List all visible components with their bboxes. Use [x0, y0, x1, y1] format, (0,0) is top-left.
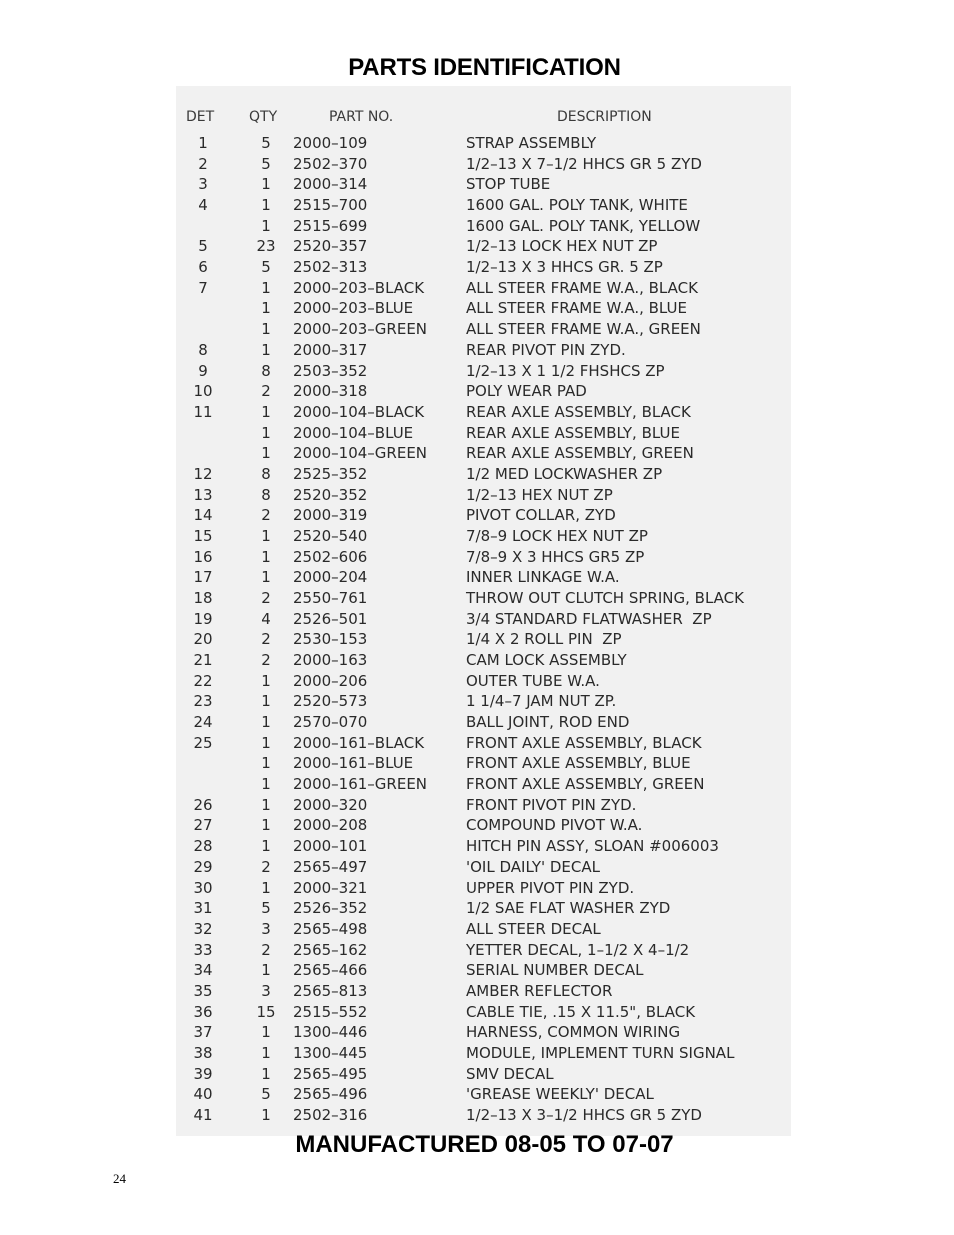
cell-description: SERIAL NUMBER DECAL [466, 961, 644, 980]
cell-det: 35 [193, 981, 213, 1000]
cell-part-no: 2000–161–BLUE [293, 754, 414, 773]
cell-part-no: 2000–206 [293, 671, 368, 690]
cell-det: 27 [193, 816, 213, 835]
cell-part-no: 2565–162 [293, 940, 368, 959]
cell-qty: 1 [261, 1043, 271, 1062]
cell-description: REAR PIVOT PIN ZYD. [466, 340, 626, 359]
table-row [176, 960, 791, 980]
table-row [176, 257, 791, 277]
table-row [176, 381, 791, 401]
table-row [176, 815, 791, 835]
cell-part-no: 2000–163 [293, 651, 368, 669]
cell-description: 1/2–13 HEX NUT ZP [466, 485, 613, 504]
cell-det: 18 [193, 589, 213, 607]
cell-description: COMPOUND PIVOT W.A. [466, 816, 643, 835]
cell-qty: 1 [261, 733, 271, 752]
cell-det: 12 [193, 464, 213, 483]
cell-qty: 1 [261, 423, 271, 442]
cell-part-no: 2565–496 [293, 1085, 368, 1104]
cell-det: 9 [198, 361, 208, 380]
cell-description: THROW OUT CLUTCH SPRING, BLACK [466, 589, 744, 607]
cell-det: 14 [193, 506, 213, 525]
cell-det: 3 [198, 175, 208, 194]
cell-qty: 1 [261, 340, 271, 359]
cell-qty: 5 [261, 899, 271, 918]
cell-qty: 2 [261, 506, 271, 525]
cell-part-no: 2520–573 [293, 692, 368, 711]
table-row [176, 857, 791, 877]
cell-qty: 1 [261, 795, 271, 814]
page-title: PARTS IDENTIFICATION [348, 54, 621, 81]
cell-description: UPPER PIVOT PIN ZYD. [466, 878, 635, 897]
cell-description: 1/2–13 X 7–1/2 HHCS GR 5 ZYD [466, 154, 702, 173]
cell-det: 6 [198, 258, 208, 277]
cell-qty: 5 [261, 1085, 271, 1104]
cell-det: 15 [193, 526, 213, 545]
cell-part-no: 2000–203–BLACK [293, 278, 425, 297]
cell-part-no: 2000–109 [293, 134, 368, 152]
cell-part-no: 2515–700 [293, 196, 368, 214]
cell-description: STOP TUBE [466, 175, 551, 194]
cell-qty: 1 [261, 196, 271, 214]
cell-det: 34 [193, 961, 213, 980]
cell-part-no: 2503–352 [293, 361, 368, 380]
cell-qty: 1 [261, 320, 271, 339]
cell-part-no: 2000–161–BLACK [293, 733, 425, 752]
cell-det: 21 [193, 651, 213, 669]
cell-det: 41 [193, 1106, 213, 1124]
cell-description: CABLE TIE, .15 X 11.5", BLACK [466, 1002, 696, 1021]
table-row [176, 216, 791, 236]
cell-qty: 1 [261, 568, 271, 587]
cell-part-no: 2000–318 [293, 382, 368, 401]
cell-det: 8 [198, 340, 208, 359]
cell-description: 1/2 MED LOCKWASHER ZP [466, 464, 663, 483]
cell-part-no: 2502–370 [293, 154, 368, 173]
cell-qty: 1 [261, 878, 271, 897]
cell-part-no: 2520–352 [293, 485, 368, 504]
cell-description: HITCH PIN ASSY, SLOAN #006003 [466, 837, 719, 856]
cell-det: 23 [193, 692, 213, 711]
cell-det: 29 [193, 857, 213, 876]
cell-det: 33 [193, 940, 213, 959]
cell-part-no: 2502–313 [293, 258, 368, 277]
cell-det: 19 [193, 609, 213, 628]
table-row [176, 423, 791, 443]
table-row [176, 1105, 791, 1125]
cell-det: 10 [193, 382, 213, 401]
cell-description: ALL STEER FRAME W.A., GREEN [466, 320, 701, 339]
cell-description: 1600 GAL. POLY TANK, WHITE [466, 196, 688, 214]
cell-part-no: 2515–699 [293, 216, 368, 235]
cell-det: 16 [193, 547, 213, 566]
cell-qty: 2 [261, 589, 271, 607]
cell-qty: 23 [256, 237, 276, 256]
cell-qty: 1 [261, 299, 271, 318]
table-row [176, 402, 791, 422]
cell-description: 'OIL DAILY' DECAL [466, 857, 600, 876]
cell-det: 40 [193, 1085, 213, 1104]
cell-description: 3/4 STANDARD FLATWASHER ZP [466, 609, 712, 628]
table-row [176, 795, 791, 815]
cell-qty: 1 [261, 837, 271, 856]
cell-part-no: 2000–204 [293, 568, 368, 587]
cell-description: STRAP ASSEMBLY [466, 134, 597, 152]
cell-qty: 8 [261, 361, 271, 380]
cell-description: 1/2–13 X 1 1/2 FHSHCS ZP [466, 361, 665, 380]
cell-det: 11 [193, 402, 213, 421]
table-row [176, 588, 791, 608]
cell-qty: 1 [261, 547, 271, 566]
cell-det: 22 [193, 671, 213, 690]
header-det: DET [186, 109, 215, 125]
cell-part-no: 2000–203–GREEN [293, 320, 428, 339]
cell-qty: 1 [261, 713, 271, 731]
cell-qty: 5 [261, 134, 271, 152]
cell-qty: 4 [261, 609, 271, 628]
cell-description: OUTER TUBE W.A. [466, 671, 600, 690]
cell-description: SMV DECAL [466, 1064, 554, 1083]
table-header [176, 107, 791, 127]
cell-description: 7/8–9 X 3 HHCS GR5 ZP [466, 547, 645, 566]
header-part-no: PART NO. [329, 109, 394, 125]
cell-det: 31 [193, 899, 213, 918]
table-row [176, 154, 791, 174]
cell-description: 'GREASE WEEKLY' DECAL [466, 1085, 654, 1104]
cell-description: 7/8–9 LOCK HEX NUT ZP [466, 526, 648, 545]
cell-qty: 15 [256, 1002, 276, 1021]
cell-qty: 2 [261, 651, 271, 669]
cell-det: 7 [198, 278, 208, 297]
cell-part-no: 2530–153 [293, 630, 368, 649]
cell-det: 20 [193, 630, 213, 649]
table-row [176, 691, 791, 711]
cell-part-no: 2000–319 [293, 506, 368, 525]
cell-qty: 1 [261, 816, 271, 835]
table-row [176, 485, 791, 505]
table-row [176, 712, 791, 732]
table-row [176, 443, 791, 463]
cell-qty: 2 [261, 630, 271, 649]
cell-part-no: 2000–321 [293, 878, 368, 897]
cell-det: 26 [193, 795, 213, 814]
cell-qty: 1 [261, 1023, 271, 1042]
table-row [176, 940, 791, 960]
cell-description: ALL STEER FRAME W.A., BLACK [466, 278, 698, 297]
table-row [176, 133, 791, 153]
cell-det: 13 [193, 485, 213, 504]
cell-part-no: 2000–104–GREEN [293, 444, 428, 463]
cell-part-no: 2565–498 [293, 919, 368, 938]
table-row [176, 278, 791, 298]
table-row [176, 340, 791, 360]
table-row [176, 774, 791, 794]
page-number: 24 [113, 1171, 126, 1186]
cell-part-no: 2000–161–GREEN [293, 775, 428, 794]
header-qty: QTY [249, 109, 278, 125]
cell-det: 39 [193, 1064, 213, 1083]
cell-description: YETTER DECAL, 1–1/2 X 4–1/2 [466, 940, 690, 959]
cell-qty: 5 [261, 258, 271, 277]
cell-det: 1 [198, 134, 208, 152]
cell-part-no: 2520–540 [293, 526, 368, 545]
cell-part-no: 2000–203–BLUE [293, 299, 414, 318]
cell-description: 1/2–13 X 3 HHCS GR. 5 ZP [466, 258, 663, 277]
table-row [176, 547, 791, 567]
cell-qty: 2 [261, 382, 271, 401]
cell-description: REAR AXLE ASSEMBLY, BLUE [466, 423, 680, 442]
cell-part-no: 2000–317 [293, 340, 368, 359]
cell-description: 1/2 SAE FLAT WASHER ZYD [466, 899, 671, 918]
cell-part-no: 1300–446 [293, 1023, 368, 1042]
cell-part-no: 2525–352 [293, 464, 368, 483]
cell-description: POLY WEAR PAD [466, 382, 587, 401]
table-row [176, 1043, 791, 1063]
cell-description: 1/2–13 LOCK HEX NUT ZP [466, 237, 658, 256]
cell-part-no: 2000–101 [293, 837, 368, 856]
cell-qty: 1 [261, 216, 271, 235]
cell-part-no: 2000–208 [293, 816, 368, 835]
table-row [176, 650, 791, 670]
cell-description: FRONT PIVOT PIN ZYD. [466, 795, 637, 814]
table-row [176, 609, 791, 629]
cell-description: 1 1/4–7 JAM NUT ZP. [466, 692, 617, 711]
table-row [176, 836, 791, 856]
table-row [176, 629, 791, 649]
cell-qty: 1 [261, 692, 271, 711]
cell-part-no: 2550–761 [293, 589, 368, 607]
table-row [176, 174, 791, 194]
table-row [176, 919, 791, 939]
cell-part-no: 2000–320 [293, 795, 368, 814]
table-row [176, 464, 791, 484]
cell-qty: 5 [261, 154, 271, 173]
cell-qty: 3 [261, 919, 271, 938]
cell-qty: 1 [261, 775, 271, 794]
table-row [176, 567, 791, 587]
cell-part-no: 2565–495 [293, 1064, 368, 1083]
table-row [176, 1084, 791, 1104]
table-row [176, 878, 791, 898]
table-row [176, 505, 791, 525]
cell-description: FRONT AXLE ASSEMBLY, GREEN [466, 775, 705, 794]
table-row [176, 1064, 791, 1084]
cell-description: 1600 GAL. POLY TANK, YELLOW [466, 216, 701, 235]
table-row [176, 733, 791, 753]
cell-qty: 2 [261, 940, 271, 959]
cell-part-no: 2526–501 [293, 609, 368, 628]
cell-part-no: 1300–445 [293, 1043, 368, 1062]
cell-part-no: 2515–552 [293, 1002, 368, 1021]
cell-det: 24 [193, 713, 213, 731]
cell-det: 32 [193, 919, 213, 938]
cell-part-no: 2570–070 [293, 713, 368, 731]
cell-description: MODULE, IMPLEMENT TURN SIGNAL [466, 1043, 735, 1062]
cell-part-no: 2565–813 [293, 981, 368, 1000]
header-description: DESCRIPTION [557, 109, 652, 125]
cell-part-no: 2502–606 [293, 547, 368, 566]
cell-qty: 1 [261, 671, 271, 690]
cell-det: 25 [193, 733, 213, 752]
cell-qty: 1 [261, 961, 271, 980]
cell-qty: 1 [261, 1064, 271, 1083]
table-row [176, 236, 791, 256]
cell-qty: 1 [261, 1106, 271, 1124]
cell-qty: 8 [261, 485, 271, 504]
table-row [176, 981, 791, 1001]
table-row [176, 1022, 791, 1042]
cell-det: 2 [198, 154, 208, 173]
parts-table [176, 86, 791, 1136]
cell-part-no: 2520–357 [293, 237, 368, 256]
cell-det: 4 [198, 196, 208, 214]
cell-qty: 3 [261, 981, 271, 1000]
cell-part-no: 2526–352 [293, 899, 368, 918]
cell-qty: 2 [261, 857, 271, 876]
cell-det: 5 [198, 237, 208, 256]
table-row [176, 753, 791, 773]
table-row [176, 1002, 791, 1022]
cell-qty: 1 [261, 444, 271, 463]
cell-qty: 1 [261, 402, 271, 421]
table-row [176, 319, 791, 339]
manufactured-range: MANUFACTURED 08-05 TO 07-07 [295, 1131, 674, 1158]
cell-det: 28 [193, 837, 213, 856]
cell-det: 30 [193, 878, 213, 897]
cell-description: HARNESS, COMMON WIRING [466, 1023, 681, 1042]
cell-description: AMBER REFLECTOR [466, 981, 613, 1000]
cell-det: 38 [193, 1043, 213, 1062]
cell-part-no: 2000–104–BLACK [293, 402, 425, 421]
table-row [176, 898, 791, 918]
cell-description: ALL STEER DECAL [466, 919, 601, 938]
table-row [176, 361, 791, 381]
cell-description: PIVOT COLLAR, ZYD [466, 506, 616, 525]
cell-qty: 8 [261, 464, 271, 483]
table-row [176, 195, 791, 215]
cell-det: 17 [193, 568, 213, 587]
cell-description: ALL STEER FRAME W.A., BLUE [466, 299, 688, 318]
cell-qty: 1 [261, 278, 271, 297]
cell-qty: 1 [261, 175, 271, 194]
cell-description: REAR AXLE ASSEMBLY, BLACK [466, 402, 691, 421]
cell-part-no: 2565–497 [293, 857, 368, 876]
cell-qty: 1 [261, 754, 271, 773]
cell-description: BALL JOINT, ROD END [466, 713, 630, 731]
table-row [176, 526, 791, 546]
cell-qty: 1 [261, 526, 271, 545]
table-row [176, 298, 791, 318]
cell-description: 1/2–13 X 3–1/2 HHCS GR 5 ZYD [466, 1106, 702, 1124]
cell-description: 1/4 X 2 ROLL PIN ZP [466, 630, 622, 649]
cell-part-no: 2502–316 [293, 1106, 368, 1124]
cell-part-no: 2565–466 [293, 961, 368, 980]
table-row [176, 671, 791, 691]
cell-part-no: 2000–314 [293, 175, 368, 194]
cell-part-no: 2000–104–BLUE [293, 423, 414, 442]
cell-description: CAM LOCK ASSEMBLY [466, 651, 627, 669]
cell-description: INNER LINKAGE W.A. [466, 568, 620, 587]
cell-det: 36 [193, 1002, 213, 1021]
cell-det: 37 [193, 1023, 213, 1042]
cell-description: FRONT AXLE ASSEMBLY, BLUE [466, 754, 691, 773]
cell-description: FRONT AXLE ASSEMBLY, BLACK [466, 733, 702, 752]
cell-description: REAR AXLE ASSEMBLY, GREEN [466, 444, 694, 463]
